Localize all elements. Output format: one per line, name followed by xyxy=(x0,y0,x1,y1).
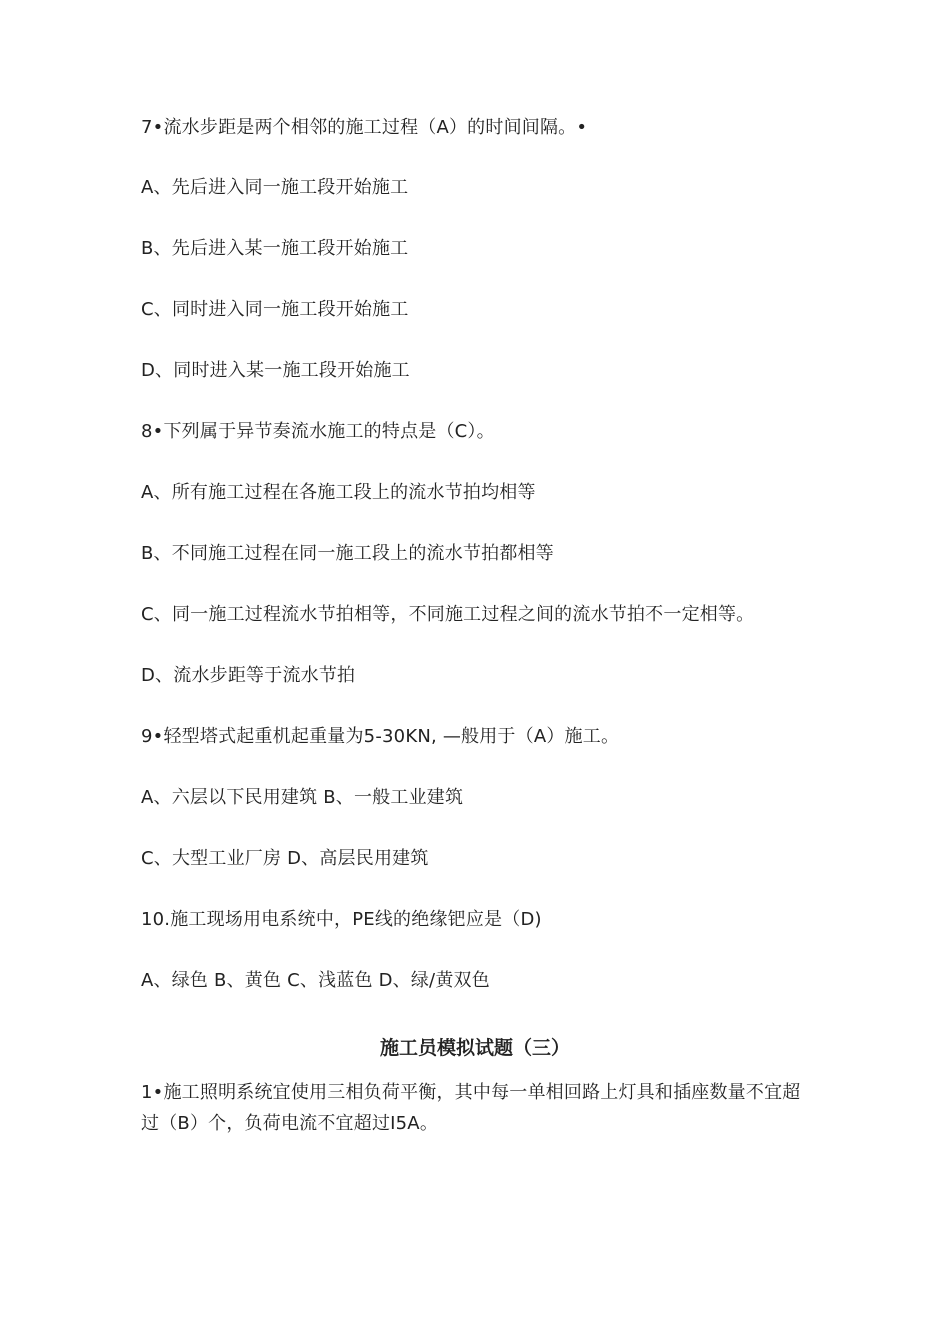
question-7-option-d: D、同时进入某一施工段开始施工 xyxy=(141,360,410,381)
question-9-options-cd: C、大型工业厂房 D、高层民用建筑 xyxy=(141,848,429,869)
question-10-options: A、绿色 B、黄色 C、浅蓝色 D、绿/黄双色 xyxy=(141,970,490,991)
question-8-stem: 8•下列属于异节奏流水施工的特点是（C）。 xyxy=(141,421,495,442)
question-7-option-c: C、同时进入同一施工段开始施工 xyxy=(141,299,409,320)
section-question-1: 1•施工照明系统宜使用三相负荷平衡，其中每一单相回路上灯具和插座数量不宜超过（B）个，负荷电流不宜超过I5A。 xyxy=(141,1082,801,1134)
question-8-option-b: B、不同施工过程在同一施工段上的流水节拍都相等 xyxy=(141,543,554,564)
question-10-stem: 10.施工现场用电系统中，PE线的绝缘钯应是（D) xyxy=(141,909,542,930)
section-title: 施工员模拟试题（三） xyxy=(379,1037,570,1059)
question-9-options-ab: A、六层以下民用建筑 B、一般工业建筑 xyxy=(141,787,464,808)
question-9-stem: 9•轻型塔式起重机起重量为5-30KN, —般用于（A）施工。 xyxy=(141,726,620,747)
question-7-option-a: A、先后进入同一施工段开始施工 xyxy=(141,177,409,198)
question-8-option-a: A、所有施工过程在各施工段上的流水节拍均相等 xyxy=(141,482,536,503)
question-7-stem: 7•流水步距是两个相邻的施工过程（A）的时间间隔。• xyxy=(141,117,588,138)
question-8-option-d: D、流水步距等于流水节拍 xyxy=(141,665,356,686)
question-7-option-b: B、先后进入某一施工段开始施工 xyxy=(141,238,409,259)
question-8-option-c: C、同一施工过程流水节拍相等，不同施工过程之间的流水节拍不一定相等。 xyxy=(141,604,755,625)
